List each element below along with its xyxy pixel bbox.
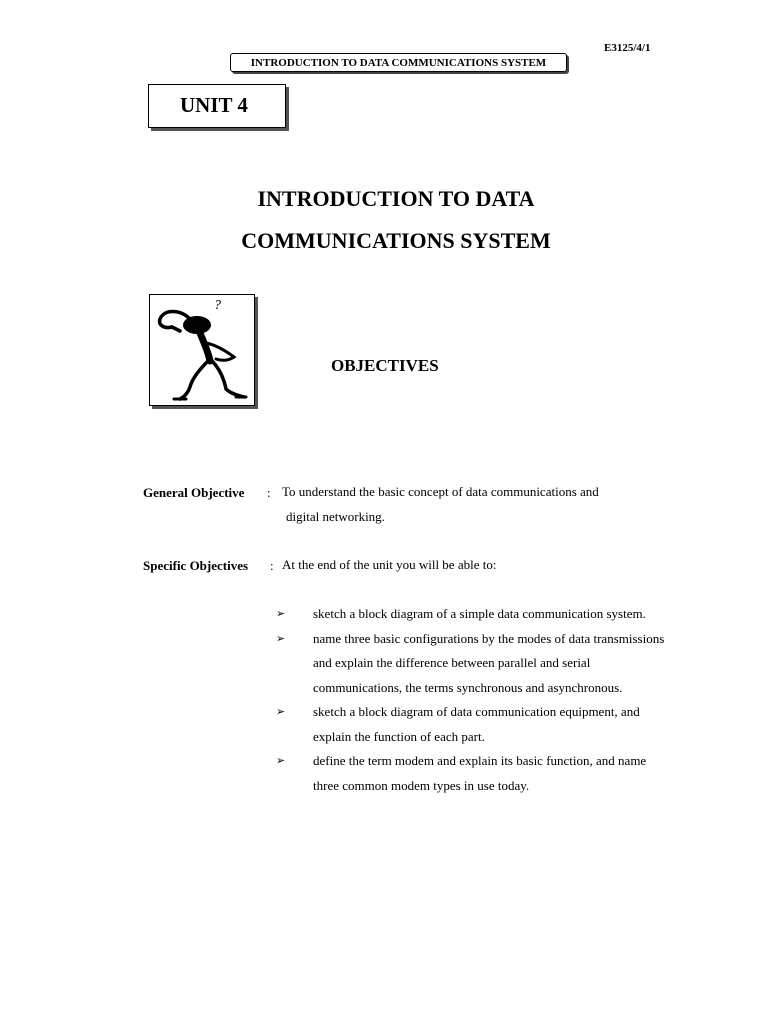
list-item-text: define the term modem and explain its basic function, and name three common modem types in use today.	[313, 753, 647, 793]
objectives-heading: OBJECTIVES	[331, 356, 439, 375]
list-item-text: sketch a block diagram of data communication equipment, and explain the function of each part.	[313, 704, 640, 744]
specific-objectives-label: Specific Objectives	[143, 558, 249, 573]
unit-label: UNIT 4	[148, 84, 286, 128]
general-objective-separator: :	[267, 485, 271, 500]
figure-frame	[149, 294, 255, 406]
arrow-bullet-icon: ➢	[276, 607, 286, 620]
thinking-figure-icon	[150, 295, 254, 405]
list-item-text: sketch a block diagram of a simple data communication system.	[313, 606, 646, 621]
list-item	[276, 602, 666, 627]
list-item	[276, 749, 666, 798]
list-item	[276, 627, 666, 701]
general-objective-text	[282, 480, 652, 529]
specific-objectives-separator: :	[270, 558, 274, 573]
general-objective-line-1: To understand the basic concept of data communications and	[282, 484, 599, 499]
list-item	[276, 700, 666, 749]
running-title: INTRODUCTION TO DATA COMMUNICATIONS SYSTEM	[230, 53, 567, 72]
arrow-bullet-icon: ➢	[276, 631, 286, 645]
page-code: E3125/4/1	[604, 42, 651, 54]
list-item-text: name three basic configurations by the modes of data transmissions and explain the difference between parallel and serial communications, the terms synchronous and asynchronous.	[313, 630, 665, 695]
specific-objectives-list	[276, 602, 666, 798]
question-mark: ?	[214, 298, 221, 313]
general-objective-line-2: digital networking.	[286, 508, 385, 524]
page-title-line-2: COMMUNICATIONS SYSTEM	[241, 228, 551, 253]
specific-objectives-intro: At the end of the unit you will be able to:	[282, 557, 497, 572]
arrow-bullet-icon: ➢	[276, 754, 286, 767]
arrow-bullet-icon: ➢	[276, 705, 286, 718]
page-title-line-1: INTRODUCTION TO DATA	[257, 186, 535, 211]
general-objective-label: General Objective	[143, 485, 245, 500]
